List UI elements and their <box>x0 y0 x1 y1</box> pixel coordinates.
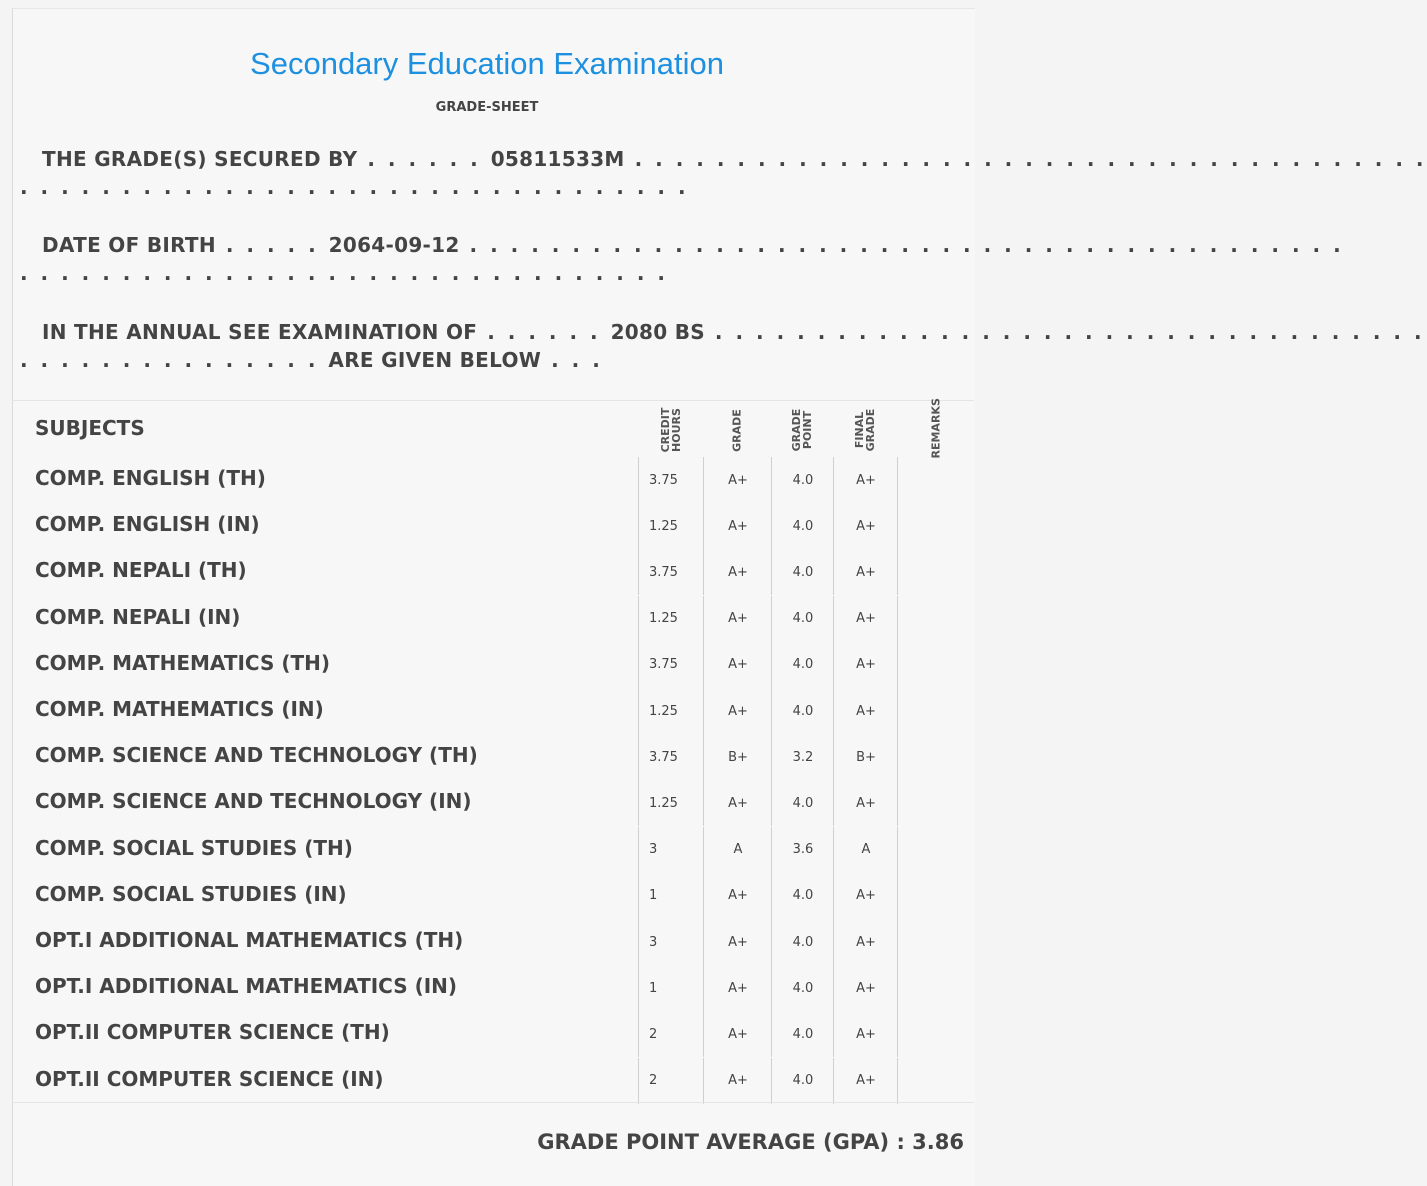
table-row <box>0 457 974 503</box>
subject-cell: COMP. SOCIAL STUDIES (TH) <box>35 835 353 860</box>
remarks-cell <box>897 1058 975 1104</box>
dob-label: DATE OF BIRTH <box>42 233 216 257</box>
symbol-number: 05811533M <box>490 147 625 171</box>
grade-cell: A+ <box>703 642 772 688</box>
final-grade-cell: A+ <box>833 688 898 734</box>
grade-cell: B+ <box>703 734 772 780</box>
table-row <box>0 642 974 688</box>
remarks-cell <box>897 642 975 688</box>
grade-point-header: GRADE POINT <box>790 408 814 452</box>
remarks-cell <box>897 827 975 873</box>
grade-point-cell: 4.0 <box>771 503 834 549</box>
grade-cell: A+ <box>703 457 772 503</box>
grade-point-cell: 4.0 <box>771 1011 834 1057</box>
grade-cell: A+ <box>703 919 772 965</box>
remarks-cell <box>897 965 975 1011</box>
table-row <box>0 1011 974 1057</box>
remarks-cell <box>897 549 975 595</box>
credit-hours-cell: 1.25 <box>638 503 703 549</box>
remarks-cell <box>897 919 975 965</box>
credit-hours-cell: 3 <box>638 827 703 873</box>
final-grade-cell: A+ <box>833 780 898 826</box>
dob-value: 2064-09-12 <box>328 233 460 257</box>
subject-cell: COMP. MATHEMATICS (TH) <box>35 650 330 675</box>
credit-hours-cell: 3.75 <box>638 457 703 503</box>
credit-hours-cell: 2 <box>638 1058 703 1104</box>
grade-cell: A+ <box>703 873 772 919</box>
subject-cell: COMP. ENGLISH (TH) <box>35 466 266 490</box>
page-subtitle: GRADE-SHEET <box>435 100 539 115</box>
subject-cell: OPT.I ADDITIONAL MATHEMATICS (TH) <box>35 928 464 952</box>
subject-cell: COMP. ENGLISH (IN) <box>35 512 260 537</box>
final-grade-cell: A+ <box>833 457 898 503</box>
grade-point-cell: 4.0 <box>771 688 834 734</box>
grade-header: GRADE <box>730 408 744 452</box>
grade-cell: A+ <box>703 780 772 826</box>
table-row <box>0 919 974 965</box>
secured-by-label: THE GRADE(S) SECURED BY <box>42 147 358 171</box>
credit-hours-cell: 3.75 <box>638 734 703 780</box>
credit-hours-cell: 1 <box>638 965 703 1011</box>
subject-cell: COMP. SCIENCE AND TECHNOLOGY (TH) <box>35 743 478 768</box>
subject-cell: COMP. MATHEMATICS (IN) <box>35 697 324 721</box>
final-grade-cell: A+ <box>833 873 898 919</box>
grade-point-cell: 4.0 <box>771 596 834 642</box>
credit-hours-cell: 3.75 <box>638 549 703 595</box>
final-grade-cell: A+ <box>833 642 898 688</box>
table-row <box>0 549 974 595</box>
grade-point-cell: 4.0 <box>771 549 834 595</box>
divider <box>12 1102 974 1103</box>
subject-cell: COMP. SCIENCE AND TECHNOLOGY (IN) <box>35 789 472 814</box>
final-grade-cell: A+ <box>833 965 898 1011</box>
credit-hours-cell: 1.25 <box>638 780 703 826</box>
dob-line: DATE OF BIRTH . . . . . 2064-09-12 . . . . . . . . . . . . . . . . . . . . . . . . . . . . . . . . . . . . . . . . . . . . . . . . . . . . . . . . . . . . . . . . . . . . . . . . . . . <box>20 233 1344 285</box>
remarks-cell <box>897 1011 975 1057</box>
grade-point-cell: 3.2 <box>771 734 834 780</box>
remarks-cell <box>897 457 975 503</box>
credit-hours-cell: 1 <box>638 873 703 919</box>
table-row <box>0 688 974 734</box>
secured-by-line: THE GRADE(S) SECURED BY . . . . . . 05811533M . . . . . . . . . . . . . . . . . . . . . . . . . . . . . . . . . . . . . . . . . . . . . . . . . . . . . . . . . . . . . . . . . . . . . . . . <box>20 147 1427 199</box>
grade-point-cell: 4.0 <box>771 919 834 965</box>
subjects-header: SUBJECTS <box>35 416 145 440</box>
credit-hours-cell: 1.25 <box>638 688 703 734</box>
final-grade-cell: A+ <box>833 1058 898 1104</box>
grade-cell: A+ <box>703 688 772 734</box>
final-grade-header: FINAL GRADE <box>853 408 877 452</box>
subject-cell: OPT.II COMPUTER SCIENCE (TH) <box>35 1020 390 1045</box>
grade-cell: A+ <box>703 596 772 642</box>
grade-point-cell: 4.0 <box>771 642 834 688</box>
grade-cell: A+ <box>703 1058 772 1104</box>
table-row <box>0 780 974 826</box>
gpa-line <box>537 1130 964 1154</box>
page-title: Secondary Education Examination <box>250 46 724 81</box>
remarks-cell <box>897 734 975 780</box>
remarks-cell <box>897 503 975 549</box>
final-grade-cell: A+ <box>833 503 898 549</box>
subject-cell: COMP. SOCIAL STUDIES (IN) <box>35 881 347 906</box>
exam-year: 2080 BS <box>610 320 705 344</box>
table-row <box>0 965 974 1011</box>
subject-cell: COMP. NEPALI (IN) <box>35 604 241 629</box>
credit-hours-cell: 3.75 <box>638 642 703 688</box>
grade-cell: A+ <box>703 965 772 1011</box>
final-grade-cell: A+ <box>833 919 898 965</box>
final-grade-cell: B+ <box>833 734 898 780</box>
subject-cell: OPT.I ADDITIONAL MATHEMATICS (IN) <box>35 974 458 999</box>
grade-cell: A <box>703 827 772 873</box>
grade-cell: A+ <box>703 503 772 549</box>
table-row <box>0 503 974 549</box>
gpa-label: GRADE POINT AVERAGE (GPA) : <box>537 1130 905 1154</box>
gpa-value: 3.86 <box>912 1130 964 1154</box>
divider <box>12 400 974 401</box>
final-grade-cell: A+ <box>833 596 898 642</box>
remarks-cell <box>897 688 975 734</box>
given-below-label: ARE GIVEN BELOW <box>328 348 542 372</box>
subject-cell: COMP. NEPALI (TH) <box>35 558 247 583</box>
remarks-cell <box>897 873 975 919</box>
subject-cell: OPT.II COMPUTER SCIENCE (IN) <box>35 1066 384 1091</box>
table-row <box>0 734 974 780</box>
exam-label: IN THE ANNUAL SEE EXAMINATION OF <box>42 320 478 344</box>
credit-hours-header: CREDIT HOURS <box>658 407 683 453</box>
grade-point-cell: 4.0 <box>771 780 834 826</box>
grade-cell: A+ <box>703 549 772 595</box>
table-row <box>0 827 974 873</box>
remarks-header: REMARKS <box>929 397 942 458</box>
final-grade-cell: A+ <box>833 549 898 595</box>
final-grade-cell: A <box>833 827 898 873</box>
final-grade-cell: A+ <box>833 1011 898 1057</box>
credit-hours-cell: 3 <box>638 919 703 965</box>
grade-point-cell: 4.0 <box>771 873 834 919</box>
grade-cell: A+ <box>703 1011 772 1057</box>
exam-line: IN THE ANNUAL SEE EXAMINATION OF . . . . . . 2080 BS . . . . . . . . . . . . . . . . . . . . . . . . . . . . . . . . . . . . . . . . . . . . . . . . . . ARE GIVEN BELOW . . . <box>20 320 1425 372</box>
grade-point-cell: 4.0 <box>771 1058 834 1104</box>
table-row <box>0 1058 974 1104</box>
grade-point-cell: 4.0 <box>771 965 834 1011</box>
grade-point-cell: 3.6 <box>771 827 834 873</box>
credit-hours-cell: 2 <box>638 1011 703 1057</box>
credit-hours-cell: 1.25 <box>638 596 703 642</box>
remarks-cell <box>897 780 975 826</box>
remarks-cell <box>897 596 975 642</box>
table-row <box>0 596 974 642</box>
grade-point-cell: 4.0 <box>771 457 834 503</box>
table-row <box>0 873 974 919</box>
